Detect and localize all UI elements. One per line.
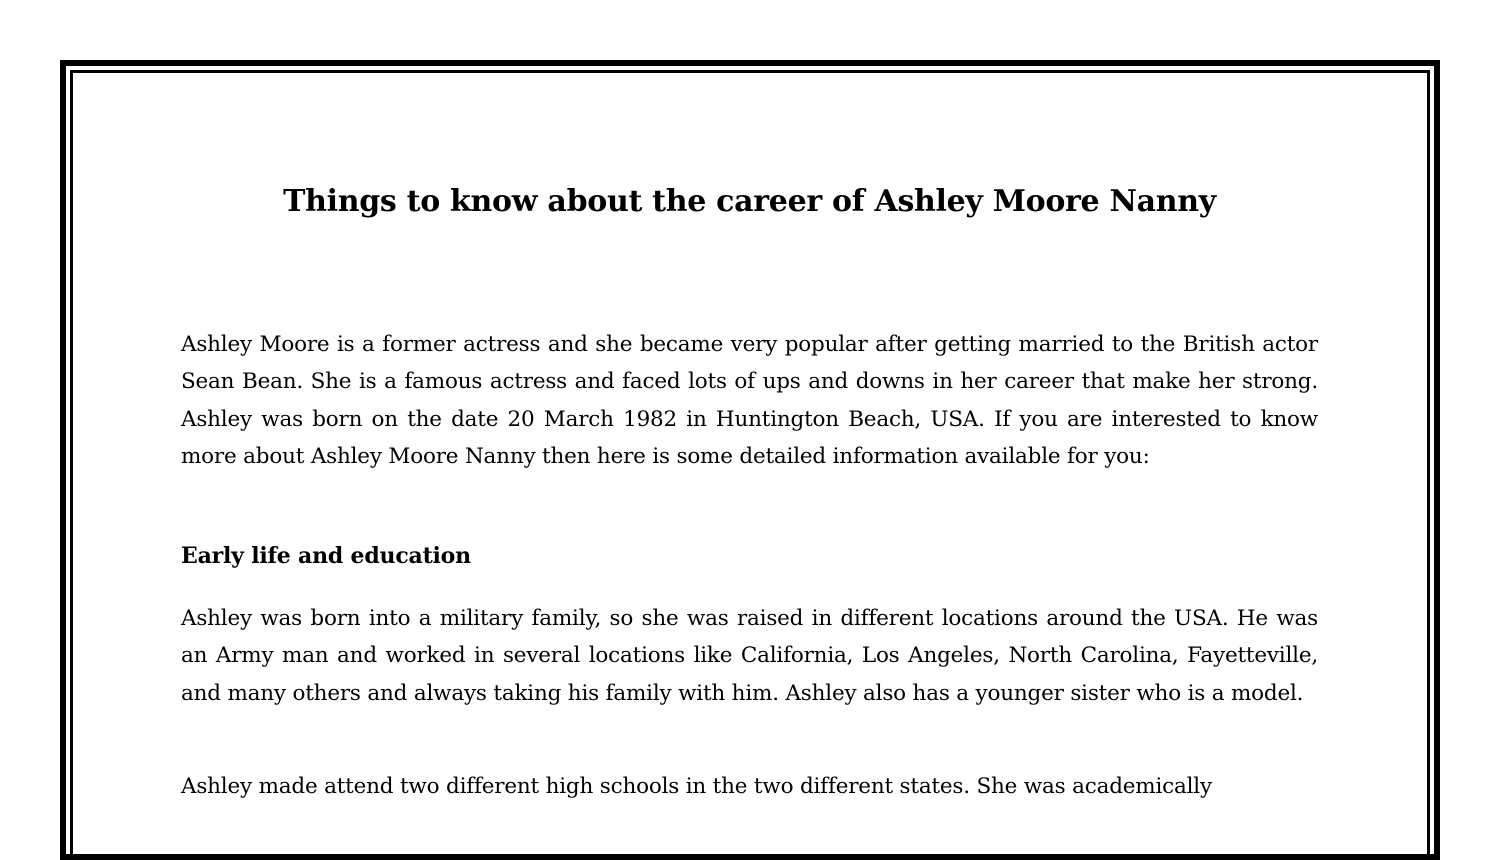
early-life-paragraph: Ashley was born into a military family, so she was raised in different locations around the USA. He was an Army man and worked in several locations like California, Los Angeles, North Carolina, Fayetteville, and many others and always taking his family with him. Ashley also has a younger sister who is a model.	[181, 606, 1318, 706]
cutoff-paragraph: Ashley made attend two different high schools in the two different states. She was academically	[181, 774, 1212, 799]
section-heading: Early life and education	[181, 543, 471, 569]
intro-paragraph: Ashley Moore is a former actress and she became very popular after getting married to the British actor Sean Bean. She is a famous actress and faced lots of ups and downs in her career that make her strong. Ashley was born on the date 20 March 1982 in Huntington Beach, USA. If you are interested to know more about Ashley Moore Nanny then here is some detailed information available for you:	[181, 332, 1318, 469]
document-title: Things to know about the career of Ashley Moore Nanny	[283, 184, 1216, 219]
